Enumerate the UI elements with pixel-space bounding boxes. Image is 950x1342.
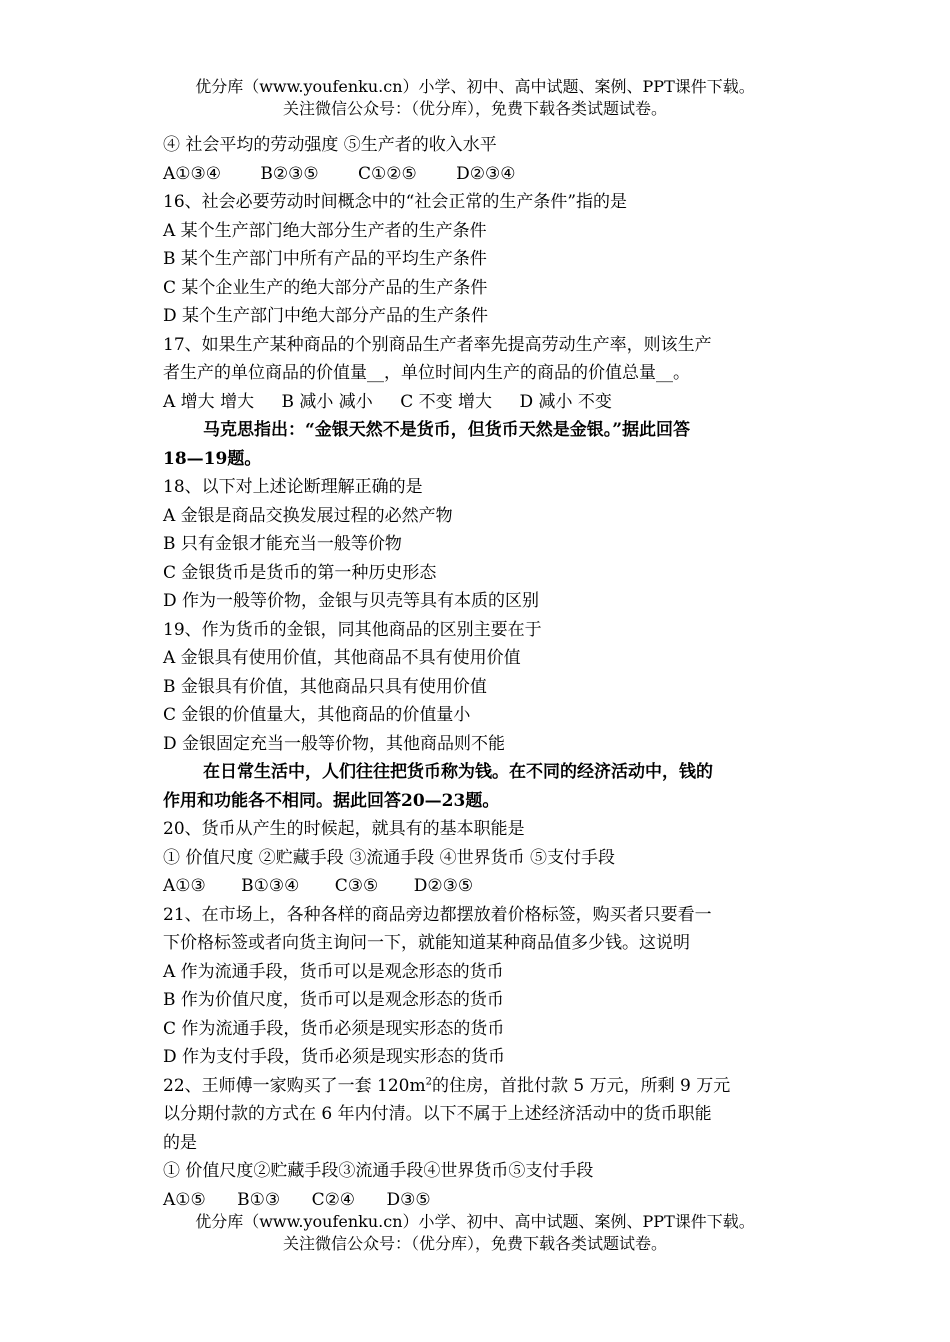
header-line-1: 优分库（www.youfenku.cn）小学、初中、高中试题、案例、PPT课件下载。 xyxy=(195,77,755,96)
q16-option-c: C 某个企业生产的绝大部分产品的生产条件 xyxy=(163,277,488,298)
q16-option-d: D 某个生产部门中绝大部分产品的生产条件 xyxy=(163,306,489,326)
q17-stem-line-2: 者生产的单位商品的价值量__，单位时间内生产的商品的价值总量__。 xyxy=(163,363,690,383)
q18-stem: 18、以下对上述论断理解正确的是 xyxy=(163,477,423,497)
q22-stem-sup: 2 xyxy=(425,1075,432,1087)
q22-options xyxy=(163,1186,790,1215)
q16-option-a: A 某个生产部门绝大部分生产者的生产条件 xyxy=(163,220,487,241)
q17-option: B 减小 减小 xyxy=(281,391,373,412)
q18-option-c: C 金银货币是货币的第一种历史形态 xyxy=(163,562,437,583)
q17-option: D 减小 不变 xyxy=(519,391,612,412)
q19-stem: 19、作为货币的金银，同其他商品的区别主要在于 xyxy=(163,619,542,640)
q17-option: A 增大 增大 xyxy=(163,391,255,412)
footer-line-1: 优分库（www.youfenku.cn）小学、初中、高中试题、案例、PPT课件下载。 xyxy=(195,1212,755,1231)
document-body xyxy=(163,131,790,1214)
q22-stem-line-3: 的是 xyxy=(163,1132,197,1153)
footer-line-2: 关注微信公众号：（优分库），免费下载各类试题试卷。 xyxy=(282,1234,667,1253)
q19-option-d: D 金银固定充当一般等价物，其他商品则不能 xyxy=(163,733,506,754)
q21-option-b: B 作为价值尺度，货币可以是观念形态的货币 xyxy=(163,990,504,1010)
q18-option-b: B 只有金银才能充当一般等价物 xyxy=(163,534,402,554)
q15-continuation: ④ 社会平均的劳动强度 ⑤生产者的收入水平 xyxy=(163,135,497,155)
q20-stem: 20、货币从产生的时候起，就具有的基本职能是 xyxy=(163,819,525,839)
q20-option: C③⑤ xyxy=(334,876,379,896)
q20-option: A①③ xyxy=(163,876,206,896)
q16-stem: 16、社会必要劳动时间概念中的“社会正常的生产条件”指的是 xyxy=(163,192,628,212)
q22-option: A①⑤ xyxy=(163,1189,206,1210)
passage-intro-1-line-1: 马克思指出：“金银天然不是货币，但货币天然是金银。”据此回答 xyxy=(203,420,691,440)
q17-stem-line-1: 17、如果生产某种商品的个别商品生产者率先提高劳动生产率，则该生产 xyxy=(163,334,712,355)
q21-option-a: A 作为流通手段，货币可以是观念形态的货币 xyxy=(163,961,504,982)
passage-intro-2-line-1: 在日常生活中，人们往往把货币称为钱。在不同的经济活动中，钱的 xyxy=(203,762,713,782)
q20-option: B①③④ xyxy=(241,876,300,896)
q19-option-a: A 金银具有使用价值，其他商品不具有使用价值 xyxy=(163,648,521,668)
q20-items: ① 价值尺度 ②贮藏手段 ③流通手段 ④世界货币 ⑤支付手段 xyxy=(163,847,616,868)
q21-option-d: D 作为支付手段，货币必须是现实形态的货币 xyxy=(163,1047,506,1067)
q15-option: B②③⑤ xyxy=(260,163,319,184)
q22-stem-line-1 xyxy=(163,1072,790,1101)
q22-stem-post: 的住房，首批付款 5 万元，所剩 9 万元 xyxy=(431,1075,731,1096)
q15-options xyxy=(163,160,790,189)
q22-items: ① 价值尺度②贮藏手段③流通手段④世界货币⑤支付手段 xyxy=(163,1161,594,1181)
passage-intro-2-line-2: 作用和功能各不相同。据此回答20—23题。 xyxy=(163,790,500,811)
q22-stem-pre: 22、王师傅一家购买了一套 120m xyxy=(163,1075,426,1096)
q15-option: C①②⑤ xyxy=(358,163,417,184)
q21-option-c: C 作为流通手段，货币必须是现实形态的货币 xyxy=(163,1018,505,1039)
q22-stem-line-2: 以分期付款的方式在 6 年内付清。以下不属于上述经济活动中的货币职能 xyxy=(163,1104,712,1124)
q17-options xyxy=(163,388,790,417)
page-header xyxy=(0,76,950,120)
q18-option-d: D 作为一般等价物，金银与贝壳等具有本质的区别 xyxy=(163,591,540,611)
q19-option-c: C 金银的价值量大，其他商品的价值量小 xyxy=(163,705,471,725)
q17-option: C 不变 增大 xyxy=(400,391,493,412)
q21-stem-line-2: 下价格标签或者向货主询问一下，就能知道某种商品值多少钱。这说明 xyxy=(163,933,690,953)
q22-option: C②④ xyxy=(311,1189,356,1210)
q22-option: B①③ xyxy=(237,1189,281,1210)
q15-option: D②③④ xyxy=(456,163,516,184)
q22-option: D③⑤ xyxy=(386,1189,431,1210)
q21-stem-line-1: 21、在市场上，各种各样的商品旁边都摆放着价格标签，购买者只要看一 xyxy=(163,904,712,925)
q19-option-b: B 金银具有价值，其他商品只具有使用价值 xyxy=(163,676,487,697)
q16-option-b: B 某个生产部门中所有产品的平均生产条件 xyxy=(163,249,487,269)
q15-option: A①③④ xyxy=(163,163,221,184)
q20-option: D②③⑤ xyxy=(413,876,474,896)
passage-intro-1-line-2: 18—19题。 xyxy=(163,448,262,469)
header-line-2: 关注微信公众号：（优分库），免费下载各类试题试卷。 xyxy=(282,99,667,118)
page-footer xyxy=(0,1211,950,1255)
q18-option-a: A 金银是商品交换发展过程的必然产物 xyxy=(163,505,453,526)
q20-options xyxy=(163,872,790,901)
